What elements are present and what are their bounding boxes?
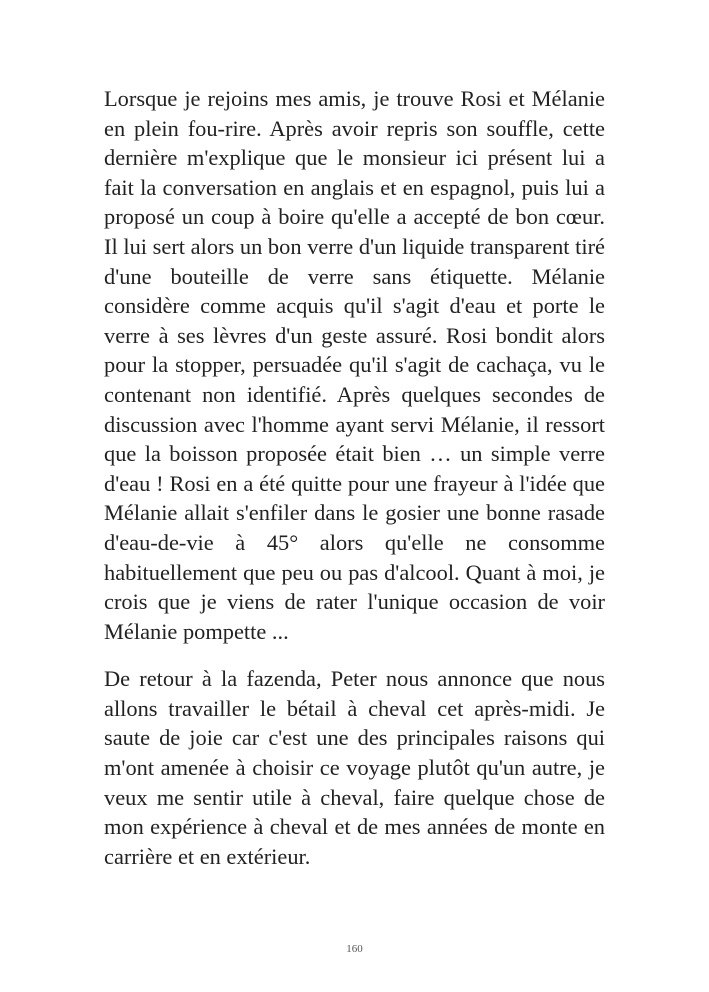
body-text	[104, 84, 605, 871]
page-number: 160	[346, 943, 363, 955]
paragraph: Lorsque je rejoins mes amis, je trouve Rosi et Mélanie en plein fou-rire. Après avoir repris son souffle, cette dernière m'explique que le monsieur ici présent lui a fait la conversation en anglais et en espagnol, puis lui a proposé un coup à boire qu'elle a accepté de bon cœur. Il lui sert alors un bon verre d'un liquide transparent tiré d'une bouteille de verre sans étiquette. Mélanie considère comme acquis qu'il s'agit d'eau et porte le verre à ses lèvres d'un geste assuré. Rosi bondit alors pour la stopper, persuadée qu'il s'agit de cachaça, vu le contenant non identifié. Après quelques secondes de discussion avec l'homme ayant servi Mélanie, il ressort que la boisson proposée était bien … un simple verre d'eau ! Rosi en a été quitte pour une frayeur à l'idée que Mélanie allait s'enfiler dans le gosier une bonne rasade d'eau-de-vie à 45° alors qu'elle ne consomme habituellement que peu ou pas d'alcool. Quant à moi, je crois que je viens de rater l'unique occasion de voir Mélanie pompette ...	[104, 86, 605, 644]
paragraph: De retour à la fazenda, Peter nous annonce que nous allons travailler le bétail à cheval cet après-midi. Je saute de joie car c'est une des principales raisons qui m'ont amenée à choisir ce voyage plutôt qu'un autre, je veux me sentir utile à cheval, faire quelque chose de mon expérience à cheval et de mes années de monte en carrière et en extérieur.	[104, 666, 605, 869]
